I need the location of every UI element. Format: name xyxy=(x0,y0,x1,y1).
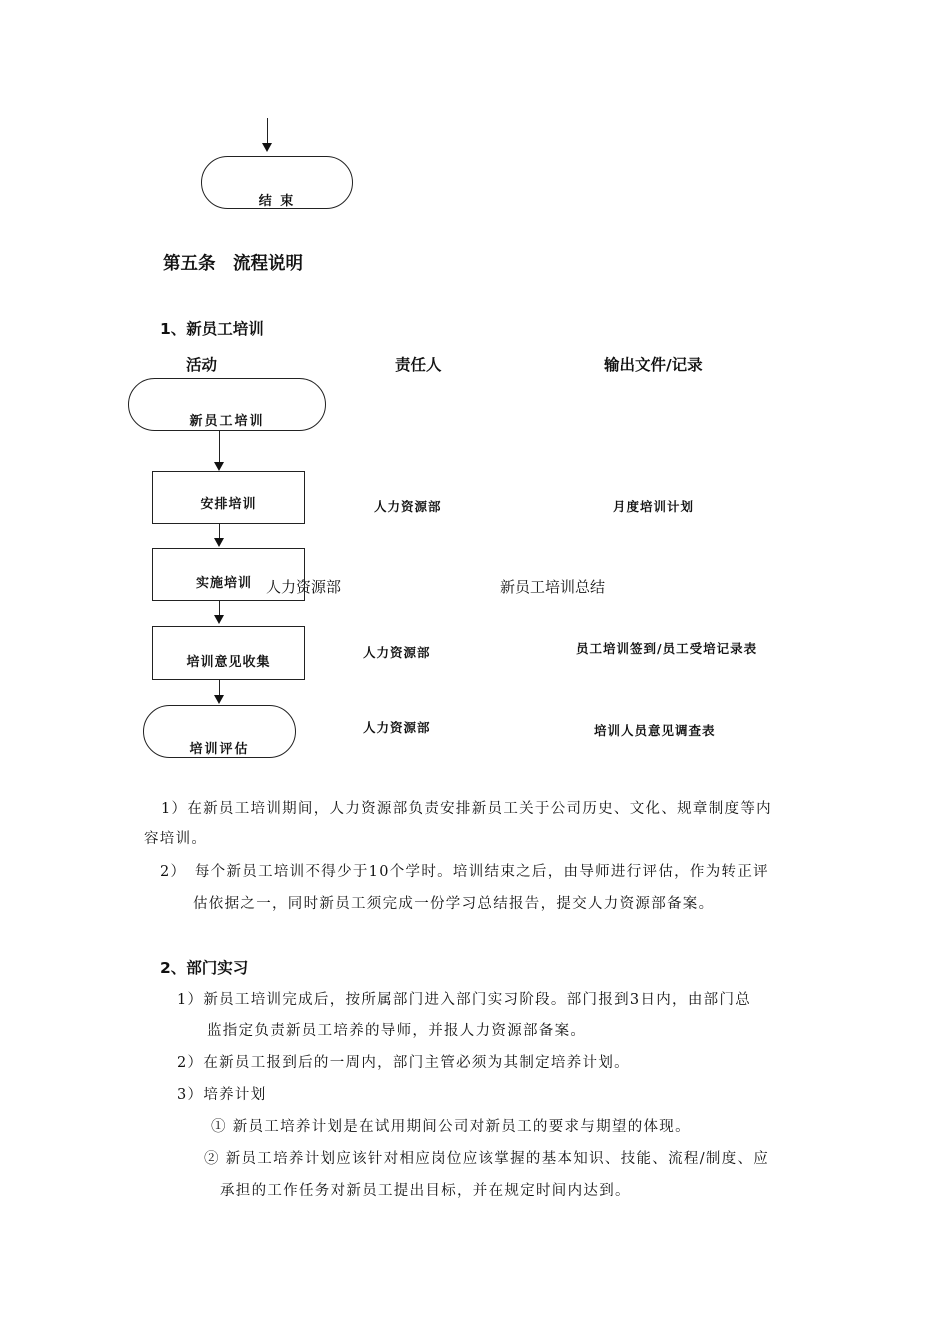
sub2-paragraph1-line1: 1）新员工培训完成后，按所属部门进入部门实习阶段。部门报到3日内，由部门总 xyxy=(177,992,752,1008)
sub2-paragraph2: 2）在新员工报到后的一周内，部门主管必须为其制定培养计划。 xyxy=(177,1055,630,1071)
arrow-down-icon xyxy=(262,143,272,152)
row3-owner: 人力资源部 xyxy=(363,645,431,660)
arrow-down-icon xyxy=(214,615,224,624)
row2-output: 新员工培训总结 xyxy=(500,578,606,596)
sub1-paragraph2-line2: 估依据之一，同时新员工须完成一份学习总结报告，提交人力资源部备案。 xyxy=(193,896,715,912)
arrow-down-icon xyxy=(214,462,224,471)
end-terminal-label: 培训评估 xyxy=(189,742,250,757)
end-terminal-label: 结 束 xyxy=(258,194,296,209)
connector-line xyxy=(219,524,220,539)
process-arrange-training xyxy=(152,471,305,524)
sub2-heading: 2、部门实习 xyxy=(160,959,249,977)
sub1-paragraph1-line1: 1）在新员工培训期间，人力资源部负责安排新员工关于公司历史、文化、规章制度等内 xyxy=(161,801,772,817)
column-header-output: 输出文件/记录 xyxy=(604,356,703,374)
sub2-paragraph3: 3）培养计划 xyxy=(177,1087,267,1103)
sub1-paragraph1-line2: 容培训。 xyxy=(144,831,208,847)
sub2-item2-line2: 承担的工作任务对新员工提出目标，并在规定时间内达到。 xyxy=(220,1183,631,1199)
row2-owner: 人力资源部 xyxy=(266,578,342,596)
row4-output: 培训人员意见调查表 xyxy=(594,723,716,738)
row1-output: 月度培训计划 xyxy=(613,499,695,514)
row1-owner: 人力资源部 xyxy=(374,499,442,514)
sub2-item2-line1: ② 新员工培养计划应该针对相应岗位应该掌握的基本知识、技能、流程/制度、应 xyxy=(204,1151,770,1167)
start-terminal-label: 新员工培训 xyxy=(189,414,265,429)
sub1-paragraph2-line1: 2） 每个新员工培训不得少于10个学时。培训结束之后，由导师进行评估，作为转正评 xyxy=(160,864,769,880)
sub1-heading: 1、新员工培训 xyxy=(160,320,264,338)
sub2-paragraph1-line2: 监指定负责新员工培养的导师，并报人力资源部备案。 xyxy=(207,1023,587,1039)
end-terminal-evaluation xyxy=(143,705,296,758)
connector-line xyxy=(219,601,220,616)
arrow-down-icon xyxy=(214,538,224,547)
process-label: 安排培训 xyxy=(200,497,257,512)
row4-owner: 人力资源部 xyxy=(363,720,431,735)
column-header-activity: 活动 xyxy=(186,356,218,374)
section-heading: 第五条 流程说明 xyxy=(163,254,303,274)
process-collect-feedback xyxy=(152,626,305,680)
row3-output: 员工培训签到/员工受培记录表 xyxy=(576,641,758,656)
sub2-item1: ① 新员工培养计划是在试用期间公司对新员工的要求与期望的体现。 xyxy=(211,1119,691,1135)
process-label: 实施培训 xyxy=(196,576,253,591)
start-terminal xyxy=(128,378,326,431)
column-header-owner: 责任人 xyxy=(395,356,442,374)
end-terminal xyxy=(201,156,353,209)
arrow-down-icon xyxy=(214,695,224,704)
connector-line xyxy=(267,118,268,145)
process-label: 培训意见收集 xyxy=(186,655,271,670)
connector-line xyxy=(219,431,220,464)
